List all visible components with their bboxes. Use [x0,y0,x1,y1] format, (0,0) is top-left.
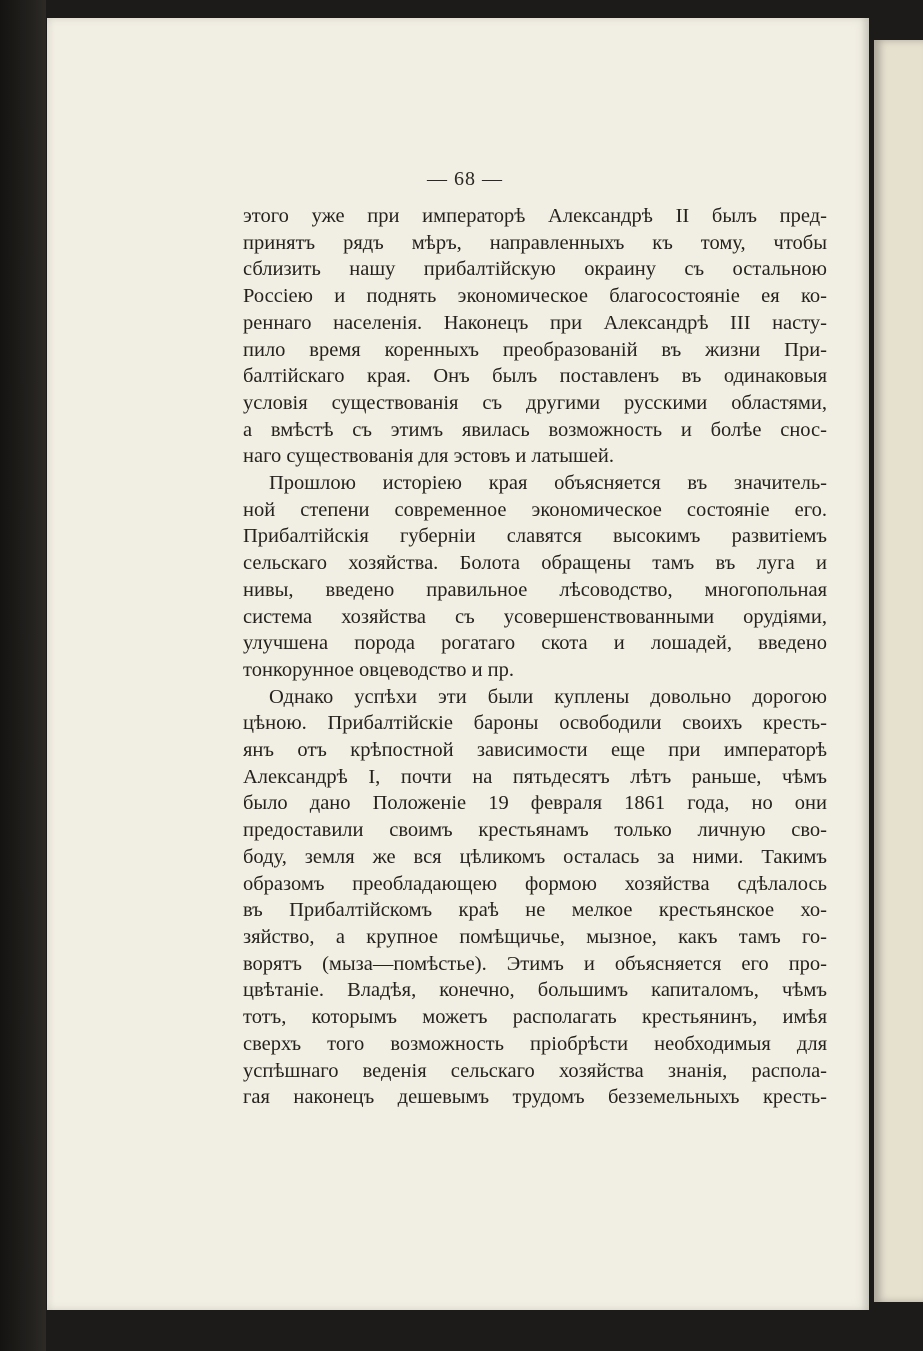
text-line: Александрѣ I, почти на пятьдесятъ лѣтъ раньше, чѣмъ [243,765,827,788]
text-line: принятъ рядъ мѣръ, направленныхъ къ тому, чтобы [243,231,827,254]
paragraph-1 [243,203,827,470]
text-line: нивы, введено правильное лѣсоводство, многопольная [243,578,827,601]
text-line: янъ отъ крѣпостной зависимости еще при императорѣ [243,739,827,762]
text-line: пило время коренныхъ преобразованій въ жизни При- [243,338,827,361]
text-line: предоставили своимъ крестьянамъ только личную сво- [243,819,827,842]
text-line: Россіею и поднять экономическое благосостояніе ея ко- [243,285,827,308]
text-line: было дано Положеніе 19 февраля 1861 года, но они [243,792,827,815]
book-binding-edge [0,0,46,1351]
text-line: Прибалтійскія губерніи славятся высокимъ развитіемъ [243,525,827,548]
text-line: цѣною. Прибалтійскіе бароны освободили своихъ кресть- [243,712,827,735]
book-page [47,18,869,1310]
text-line: наго существованія для эстовъ и латышей. [243,445,614,468]
text-line: боду, земля же вся цѣликомъ осталась за ними. Такимъ [243,845,827,868]
page-fold-shadow [861,18,869,1310]
text-line: сверхъ того возможность пріобрѣсти необходимыя для [243,1032,827,1055]
text-line: балтійскаго края. Онъ былъ поставленъ въ одинаковыя [243,365,827,388]
text-line: Прошлою исторіею края объясняется въ значитель- [269,472,827,495]
text-line: реннаго населенія. Наконецъ при Александрѣ III насту- [243,311,827,334]
text-line: цвѣтаніе. Владѣя, конечно, большимъ капиталомъ, чѣмъ [243,979,827,1002]
text-line: сельскаго хозяйства. Болота обращены тамъ въ луга и [243,552,827,575]
text-line: въ Прибалтійскомъ краѣ не мелкое крестьянское хо- [243,899,827,922]
text-line: система хозяйства съ усовершенствованными орудіями, [243,605,827,628]
text-line: сблизить нашу прибалтійскую окраину съ остальною [243,258,827,281]
text-line: гая наконецъ дешевымъ трудомъ безземельныхъ кресть- [243,1086,827,1109]
text-line: этого уже при императорѣ Александрѣ II былъ пред- [243,205,827,227]
text-line: успѣшнаго веденія сельскаго хозяйства знанія, распола- [243,1059,827,1082]
text-line: а вмѣстѣ съ этимъ явилась возможность и болѣе снос- [243,418,827,441]
paragraph-3 [243,684,827,1111]
text-line: образомъ преобладающею формою хозяйства сдѣлалось [243,872,827,895]
page-number: — 68 — [427,168,503,190]
text-line: Однако успѣхи эти были куплены довольно дорогою [269,685,827,708]
adjacent-page-edge [874,40,923,1302]
text-line: ворятъ (мыза—помѣстье). Этимъ и объясняется его про- [243,952,827,975]
text-line: условія существованія съ другими русскими областями, [243,391,827,414]
paragraph-2 [243,470,827,684]
text-line: тотъ, которымъ можетъ располагать крестьянинъ, имѣя [243,1006,827,1029]
text-line: зяйство, а крупное помѣщичье, мызное, какъ тамъ го- [243,925,827,948]
text-line: тонкорунное овцеводство и пр. [243,658,515,681]
text-line: улучшена порода рогатаго скота и лошадей, введено [243,632,827,655]
text-line: ной степени современное экономическое состояніе его. [243,498,827,521]
body-text [243,203,827,1111]
